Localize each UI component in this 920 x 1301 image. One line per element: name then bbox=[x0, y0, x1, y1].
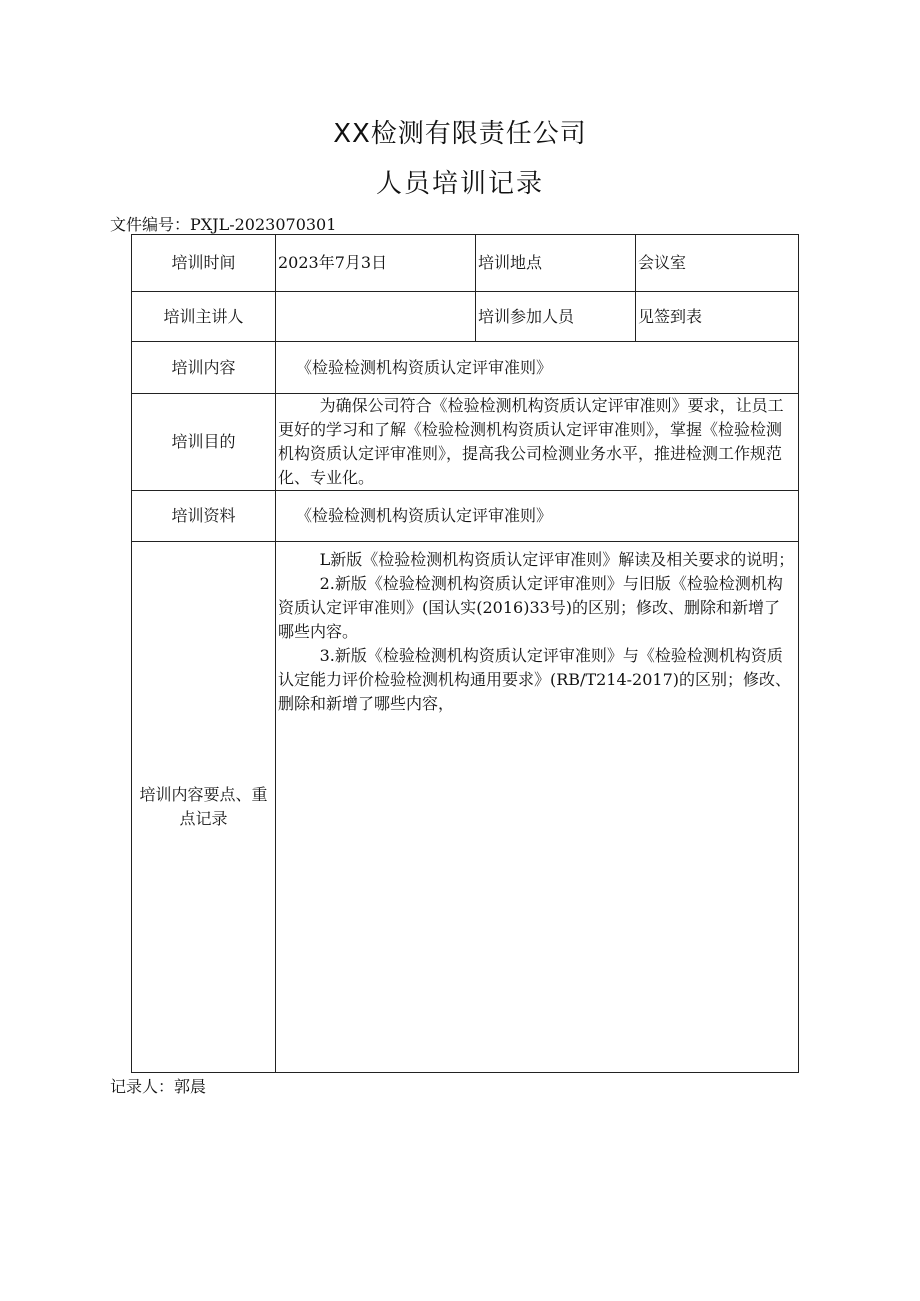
time-label: 培训时间 bbox=[132, 235, 276, 292]
time-value: 2023年7月3日 bbox=[276, 235, 476, 292]
recorder-name: 郭晨 bbox=[174, 1077, 207, 1096]
speaker-value bbox=[276, 292, 476, 342]
document-number-value: PXJL-2023070301 bbox=[190, 215, 337, 234]
content-value: 《检验检测机构资质认定评审准则》 bbox=[276, 342, 799, 394]
table-row bbox=[132, 542, 799, 1073]
recorder-label: 记录人： bbox=[110, 1077, 175, 1096]
purpose-cell bbox=[276, 394, 799, 491]
point-item-3: 3.新版《检验检测机构资质认定评审准则》与《检验检测机构资质认定能力评价检验检测机构通用要求》(RB/T214-2017)的区别；修改、删除和新增了哪些内容， bbox=[278, 646, 792, 713]
speaker-label: 培训主讲人 bbox=[132, 292, 276, 342]
document-number bbox=[110, 212, 336, 235]
place-label: 培训地点 bbox=[476, 235, 636, 292]
training-record-table bbox=[131, 234, 799, 1073]
table-row bbox=[132, 491, 799, 542]
table-row bbox=[132, 292, 799, 342]
table-row bbox=[132, 235, 799, 292]
material-label: 培训资料 bbox=[132, 491, 276, 542]
point-item-2: 2.新版《检验检测机构资质认定评审准则》与旧版《检验检测机构资质认定评审准则》(国认实(2016)33号)的区别；修改、删除和新增了哪些内容。 bbox=[278, 574, 783, 641]
points-cell bbox=[276, 542, 799, 1073]
table-row bbox=[132, 394, 799, 491]
company-title: XX检测有限责任公司 bbox=[333, 119, 587, 149]
content-label: 培训内容 bbox=[132, 342, 276, 394]
participants-value: 见签到表 bbox=[636, 292, 799, 342]
participants-label: 培训参加人员 bbox=[476, 292, 636, 342]
table-row bbox=[132, 342, 799, 394]
purpose-text: 为确保公司符合《检验检测机构资质认定评审准则》要求，让员工更好的学习和了解《检验检测机构资质认定评审准则》，掌握《检验检测机构资质认定评审准则》，提高我公司检测业务水平，推进检测工作规范化、专业化。 bbox=[278, 396, 784, 487]
material-value: 《检验检测机构资质认定评审准则》 bbox=[276, 491, 799, 542]
document-title: 人员培训记录 bbox=[375, 169, 544, 199]
point-item-1: L新版《检验检测机构资质认定评审准则》解读及相关要求的说明； bbox=[319, 550, 795, 569]
purpose-label: 培训目的 bbox=[132, 394, 276, 491]
points-label: 培训内容要点、重点记录 bbox=[132, 542, 276, 1073]
place-value: 会议室 bbox=[636, 235, 799, 292]
document-number-label: 文件编号： bbox=[110, 215, 191, 234]
recorder bbox=[110, 1074, 206, 1097]
